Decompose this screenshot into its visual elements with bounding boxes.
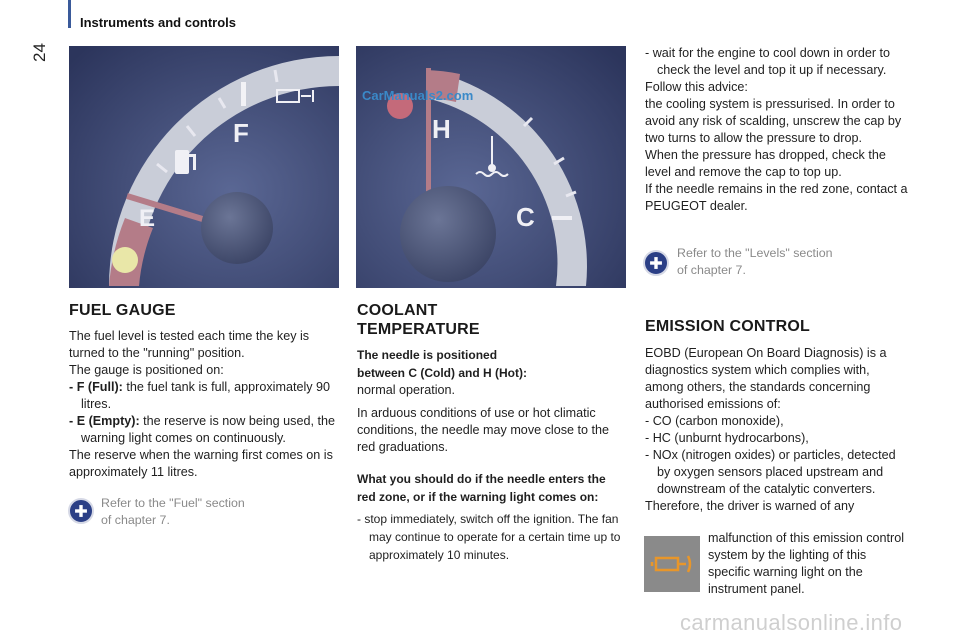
coolant-title-line1: COOLANT xyxy=(357,302,438,319)
engine-warning-icon xyxy=(644,536,700,592)
page-number: 24 xyxy=(30,43,49,62)
levels-ref-line2: of chapter 7. xyxy=(677,263,746,277)
right-p5: If the needle remains in the red zone, contact a PEUGEOT dealer. xyxy=(645,182,908,213)
emission-li1: - CO (carbon monoxide), xyxy=(645,414,784,428)
fuel-title: FUEL GAUGE xyxy=(69,302,176,319)
coolant-text xyxy=(357,346,622,564)
section-title: Instruments and controls xyxy=(80,15,237,30)
gauge-cold-label: C xyxy=(516,202,535,232)
fuel-ref-line2: of chapter 7. xyxy=(101,513,170,527)
coolant-title xyxy=(357,301,480,339)
emission-li3: - NOx (nitrogen oxides) or particles, detected by oxygen sensors placed upstream and downstream of the catalytic converters. xyxy=(645,448,896,496)
plus-info-icon xyxy=(68,498,94,524)
coolant-p3: - stop immediately, switch off the ignition. The fan may continue to operate for a certain time up to approximately 10 minutes. xyxy=(357,512,621,562)
coolant-title-line2: TEMPERATURE xyxy=(357,321,480,338)
fuel-empty-item xyxy=(69,413,339,447)
plus-info-icon xyxy=(643,250,669,276)
fuel-reference xyxy=(101,495,245,529)
coolant-sub2: What you should do if the needle enters the red zone, or if the warning light comes on: xyxy=(357,472,606,504)
empty-text: the reserve is now being used, the warning light comes on continuously. xyxy=(81,414,335,445)
right-p2: Follow this advice: xyxy=(645,80,748,94)
emission-li2: - HC (unburnt hydrocarbons), xyxy=(645,431,809,445)
watermark: CarManuals2.com xyxy=(362,88,474,103)
levels-ref-line1: Refer to the "Levels" section xyxy=(677,246,833,260)
gauge-empty-label: E xyxy=(139,205,156,232)
fuel-p2: The gauge is positioned on: xyxy=(69,363,224,377)
right-p3: the cooling system is pressurised. In order to avoid any risk of scalding, unscrew the cap by two turns to allow the pressure to drop. xyxy=(645,97,902,145)
full-label: - F (Full): xyxy=(69,380,123,394)
coolant-p2: In arduous conditions of use or hot climatic conditions, the needle may move close to the red graduations. xyxy=(357,406,610,454)
emission-p2: Therefore, the driver is warned of any xyxy=(645,499,855,513)
engine-warning-light xyxy=(644,536,700,592)
gauge-full-label: F xyxy=(233,118,249,148)
emission-title: EMISSION CONTROL xyxy=(645,318,810,335)
empty-label: - E (Empty): xyxy=(69,414,140,428)
coolant-gauge-photo xyxy=(356,46,626,288)
emission-text xyxy=(645,345,910,515)
footer-watermark: carmanualsonline.info xyxy=(680,610,903,635)
coolant-sub1 xyxy=(357,346,622,382)
fuel-p3: The reserve when the warning first comes on is approximately 11 litres. xyxy=(69,448,333,479)
fuel-p1: The fuel level is tested each time the key is turned to the "running" position. xyxy=(69,329,310,360)
fuel-full-item xyxy=(69,379,339,413)
coolant-sub1-line1: The needle is positioned xyxy=(357,348,498,362)
levels-reference xyxy=(677,245,833,279)
coolant-sub1-line2: between C (Cold) and H (Hot): xyxy=(357,366,527,380)
full-text: the fuel tank is full, approximately 90 litres. xyxy=(81,380,331,411)
right-p1: - wait for the engine to cool down in order to check the level and top it up if necessary. xyxy=(645,46,891,77)
fuel-gauge-photo xyxy=(69,46,339,288)
full-tick xyxy=(241,82,246,106)
gauge-hot-label: H xyxy=(432,114,451,144)
emission-p1: EOBD (European On Board Diagnosis) is a diagnostics system which complies with, among others, the standards concerning authorised emissions of: xyxy=(645,346,887,411)
emission-p3: malfunction of this emission control system by the lighting of this specific warning light on the instrument panel. xyxy=(708,531,904,596)
right-p4: When the pressure has dropped, check the level and remove the cap to top up. xyxy=(645,148,886,179)
coolant-p1: normal operation. xyxy=(357,383,456,397)
fuel-text xyxy=(69,328,339,481)
right-col-text xyxy=(645,45,915,215)
fuel-ref-line1: Refer to the "Fuel" section xyxy=(101,496,245,510)
header-rule xyxy=(68,0,71,28)
